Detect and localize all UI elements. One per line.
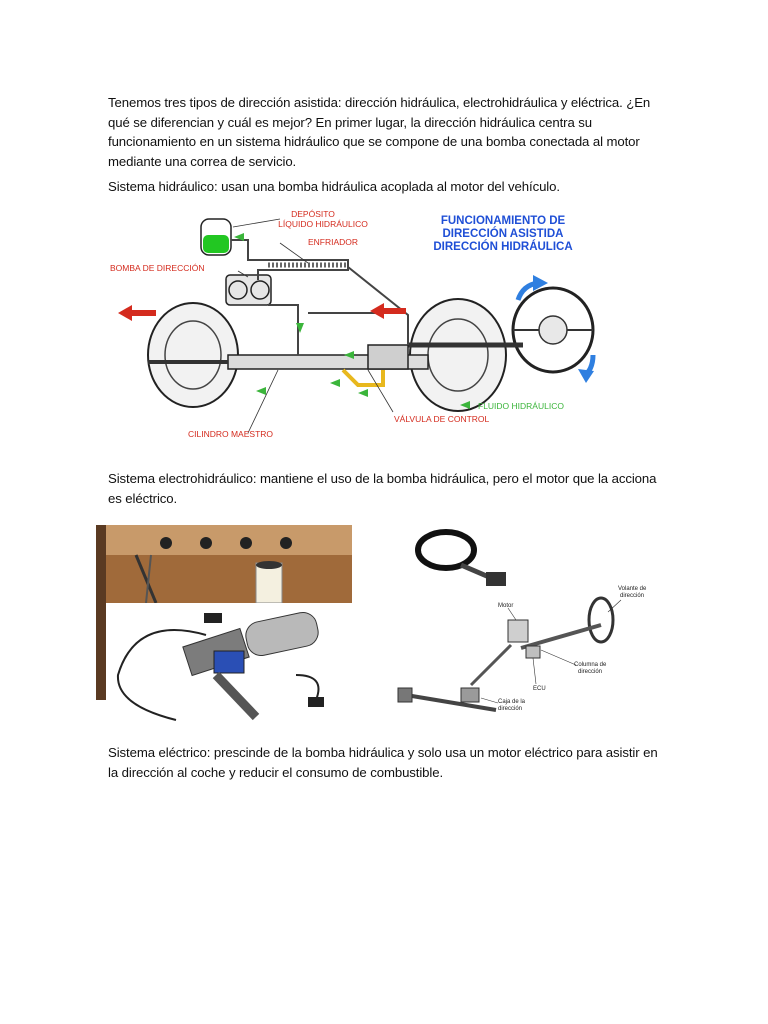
label-column-2: dirección (578, 669, 603, 675)
electric-paragraph: Sistema eléctrico: prescinde de la bomba hidráulica y solo usa un motor eléctrico para asistir en la dirección al coche y reducir el consumo de combustible. (108, 745, 658, 780)
control-valve (368, 345, 408, 369)
label-reservoir-1: DEPÓSITO (291, 209, 335, 219)
label-pump: BOMBA DE DIRECCIÓN (110, 263, 205, 273)
label-ecu: ECU (533, 686, 546, 692)
label-box-1: Caja de la (498, 699, 526, 705)
label-cooler: ENFRIADOR (308, 237, 359, 247)
label-wheel-2: dirección (620, 593, 645, 599)
electrohydraulic-paragraph: Sistema electrohidráulico: mantiene el uso de la bomba hidráulica, pero el motor que la acciona es eléctrico. (108, 471, 657, 506)
electric-steering-diagram (386, 520, 672, 735)
label-reservoir-2: LÍQUIDO HIDRÁULICO (278, 219, 368, 229)
diagram-title-line3: DIRECCIÓN HIDRÁULICA (433, 241, 573, 253)
label-motor: Motor (498, 603, 514, 609)
diagram-title-line2: DIRECCIÓN ASISTIDA (442, 228, 564, 240)
label-wheel-1: Volante de (618, 586, 647, 592)
hydraulic-steering-diagram (108, 205, 608, 443)
diagram-title-line1: FUNCIONAMIENTO DE (440, 215, 566, 227)
steering-pump (226, 275, 271, 305)
ecu-shape (526, 646, 540, 658)
hydraulic-paragraph: Sistema hidráulico: usan una bomba hidráulica acoplada al motor del vehículo. (108, 179, 560, 194)
electric-diagram-drawing (386, 520, 672, 735)
steering-column-photo-drawing (96, 525, 352, 731)
intro-paragraph: Tenemos tres tipos de dirección asistida: dirección hidráulica, electrohidráulica y eléctrica. ¿En qué se diferencian y cuál es mejor? En primer lugar, la dirección hidráulica centra su funcionamiento en un sistema hidráulico que se compone de una bomba conectada al motor mediante una correa de servicio. (108, 95, 651, 169)
label-box-2: dirección (498, 706, 523, 712)
hydraulic-diagram-drawing (108, 205, 608, 443)
label-cylinder: CILINDRO MAESTRO (188, 429, 274, 439)
motor-shape (508, 620, 528, 642)
label-column-1: Columna de (574, 662, 607, 668)
label-fluid: FLUIDO HIDRÁULICO (478, 401, 564, 411)
left-wheel (148, 303, 238, 407)
steering-column-photo (96, 525, 352, 731)
label-valve: VÁLVULA DE CONTROL (394, 414, 490, 424)
